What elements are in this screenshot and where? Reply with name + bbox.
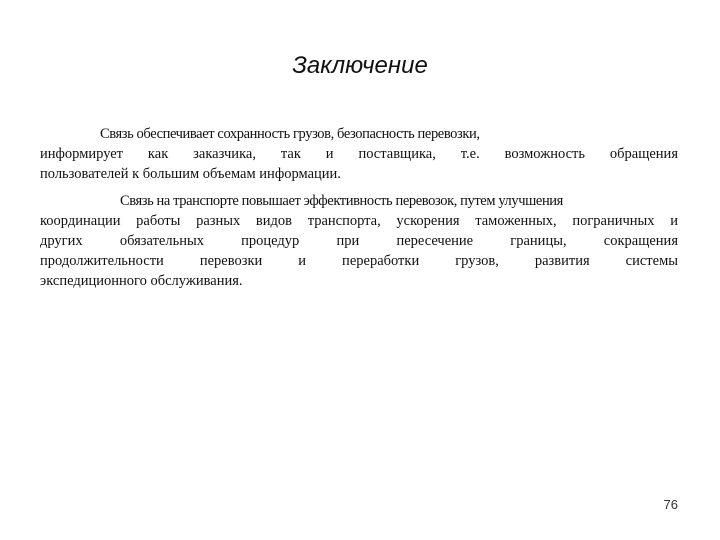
paragraph-line: других обязательных процедур при пересечение границы, сокращения (40, 233, 678, 249)
paragraph-line: экспедиционного обслуживания. (40, 273, 243, 289)
paragraph-transport-efficiency (40, 191, 678, 291)
paragraph-line: Связь на транспорте повышает эффективность перевозок, путем улучшения (120, 193, 563, 209)
paragraph-line: пользователей к большим объемам информации. (40, 166, 341, 182)
slide-title-text: Заключение (292, 52, 428, 79)
paragraph-line: информирует как заказчика, так и поставщика, т.е. возможность обращения (40, 146, 678, 162)
paragraph-line: продолжительности перевозки и переработки грузов, развития системы (40, 253, 678, 269)
paragraph-communication-safety (40, 124, 678, 184)
paragraph-line: координации работы разных видов транспорта, ускорения таможенных, пограничных и (40, 213, 678, 229)
slide-title (0, 52, 720, 80)
page-number: 76 (663, 497, 678, 512)
paragraph-line: Связь обеспечивает сохранность грузов, безопасность перевозки, (100, 126, 480, 142)
